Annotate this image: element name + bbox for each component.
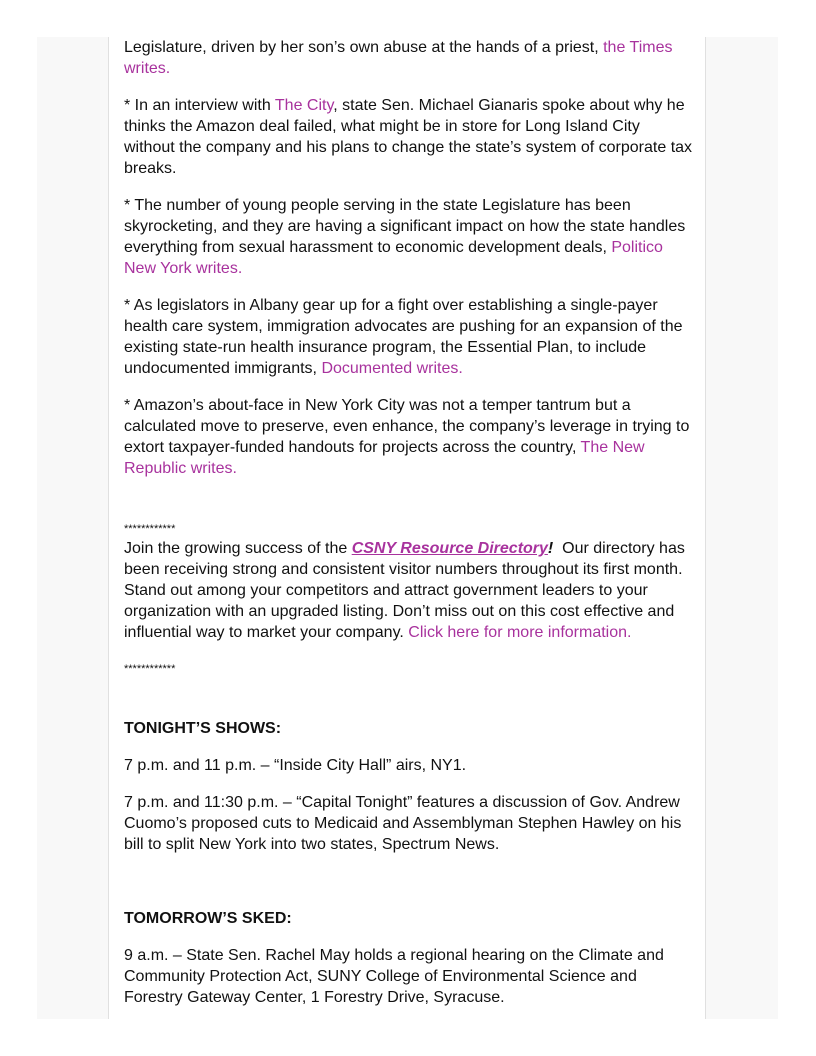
- news-link[interactable]: The New Republic writes.: [124, 439, 645, 477]
- news-link[interactable]: the Times writes.: [124, 39, 673, 77]
- news-link[interactable]: Politico New York writes.: [124, 239, 663, 277]
- promo-paragraph: Join the growing success of the CSNY Resource Directory! Our directory has been receiving strong and consistent visitor numbers throughout its first month. Stand out among your competitors and attract government leaders to your organization with an upgraded listing. Don’t miss out on this cost effective and influential way to market your company. Click here for more information.: [124, 540, 690, 641]
- news-item: * The number of young people serving in the state Legislature has been skyrocketing, and they are having a significant impact on how the state handles everything from sexual harassment to economic development deals, Politico New York writes.: [124, 197, 686, 277]
- news-item: * In an interview with The City, state Sen. Michael Gianaris spoke about why he thinks the Amazon deal failed, what might be in store for Long Island City without the company and his plans to change the state’s system of corporate tax breaks.: [124, 97, 693, 177]
- separator-stars: ************: [124, 523, 176, 535]
- shows-heading: TONIGHT’S SHOWS:: [124, 720, 282, 737]
- news-link[interactable]: Documented writes.: [321, 360, 463, 377]
- separator-stars: ************: [124, 663, 176, 675]
- directory-link[interactable]: CSNY Resource Directory: [351, 540, 548, 557]
- newsletter-body: [108, 37, 706, 1019]
- news-link[interactable]: The City: [274, 97, 334, 114]
- news-item: * Amazon’s about-face in New York City was not a temper tantrum but a calculated move to preserve, even enhance, the company’s leverage in trying to extort taxpayer-funded handouts for projects across the country, The New Republic writes.: [124, 397, 690, 477]
- sked-item: 9 a.m. – State Sen. Rachel May holds a regional hearing on the Climate and Community Protection Act, SUNY College of Environmental Science and Forestry Gateway Center, 1 Forestry Drive, Syracuse.: [124, 947, 664, 1006]
- show-item: 7 p.m. and 11:30 p.m. – “Capital Tonight” features a discussion of Gov. Andrew Cuomo’s proposed cuts to Medicaid and Assemblyman Stephen Hawley on his bill to split New York into two states, Spectrum News.: [124, 794, 682, 853]
- sked-heading: TOMORROW’S SKED:: [124, 910, 292, 927]
- news-item: * As legislators in Albany gear up for a fight over establishing a single-payer health care system, immigration advocates are pushing for an expansion of the existing state-run health insurance program, the Essential Plan, to include undocumented immigrants, Documented writes.: [124, 297, 683, 377]
- show-item: 7 p.m. and 11 p.m. – “Inside City Hall” airs, NY1.: [124, 757, 467, 774]
- more-info-link[interactable]: Click here for more information.: [408, 624, 632, 641]
- news-item: Legislature, driven by her son’s own abuse at the hands of a priest, the Times writes.: [124, 39, 673, 77]
